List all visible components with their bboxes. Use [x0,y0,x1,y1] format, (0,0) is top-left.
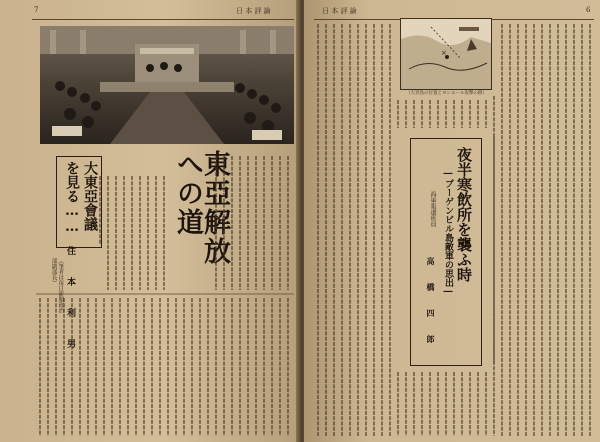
running-head-right: 日 本 評 論 [322,7,357,15]
map-image [401,19,491,89]
article-subtitle: ―ブーゲンビル島敵軍の思出― [443,169,453,297]
subheading-line1: 大東亞會議 [82,161,98,231]
map-figure [400,18,492,90]
page-number-right: 6 [586,6,591,14]
byline-name: 高 橋 四 郎 [426,257,436,347]
page-number-left: 7 [34,6,39,14]
author-name: 住 本 利 男 [65,246,75,354]
headline: 東亞解放への道 [172,150,230,266]
subheading-line2: を見る…… [64,161,80,235]
author-note: （筆者は毎日新聞政治部副部長） [50,258,64,313]
byline-label: 海軍報道班員 [429,191,436,227]
map-caption: （大宮島の位置とヨシエール攻撃の跡） [406,91,487,96]
svg-text:×: × [441,49,447,57]
article-title: 夜半寒飲所を襲ふ時 [455,147,473,282]
running-head-left: 日 本 評 論 [236,7,271,15]
article-title-box [410,138,482,366]
